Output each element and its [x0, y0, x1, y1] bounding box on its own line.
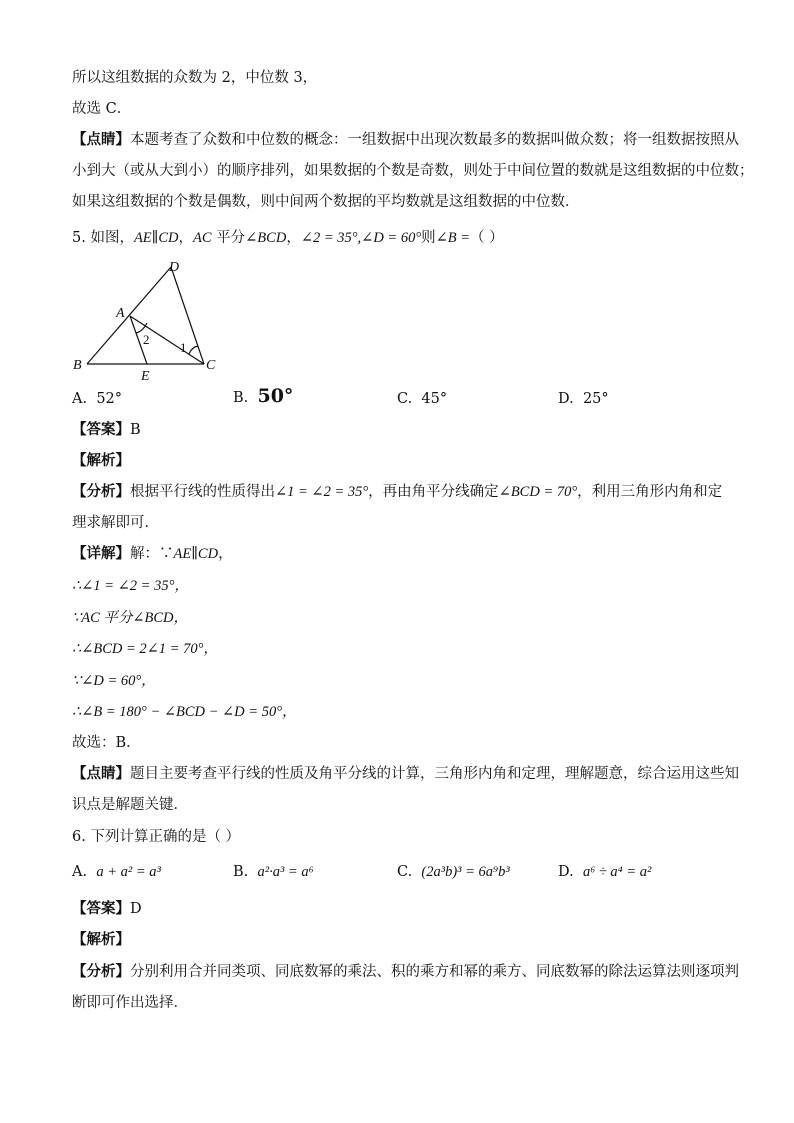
q5-step-5: ∴∠B = 180° − ∠BCD − ∠D = 50°， — [72, 704, 297, 720]
q6-answer — [72, 899, 142, 919]
label-angle-1: 1 — [180, 340, 187, 355]
analysis-text: ，利用三角形内角和定 — [577, 484, 723, 500]
q5-option-c[interactable] — [397, 389, 447, 409]
segment-ac — [130, 316, 204, 364]
q6-option-c[interactable] — [397, 862, 510, 882]
q6-analysis-line-2: 断即可作出选择． — [72, 995, 188, 1011]
q4-comment-line-1 — [72, 130, 739, 150]
label-c: C — [206, 358, 216, 373]
option-value: 45° — [421, 391, 448, 407]
q5-number: 5. — [72, 230, 86, 246]
q5-text: 则 — [421, 230, 436, 246]
q6-text: 下列计算正确的是（ ） — [90, 829, 241, 845]
label-angle-2: 2 — [143, 332, 150, 347]
answer-tag: 【答案】 — [72, 421, 130, 438]
q5-step-3: ∴∠BCD = 2∠1 = 70°， — [72, 641, 218, 657]
q5-stem — [72, 228, 504, 248]
q5-step-2: ∵AC 平分∠BCD， — [72, 610, 189, 626]
analysis-text: 分别利用合并同类项、同底数幂的乘法、积的乘方和幂的乘方、同底数幂的除法运算法则逐项判 — [130, 964, 739, 980]
q5-answer — [72, 420, 141, 440]
q5-comment-line-2: 识点是解题关键． — [72, 797, 188, 813]
q6-option-b[interactable] — [233, 862, 314, 882]
q5-option-a[interactable] — [72, 389, 122, 409]
intro-line-1: 所以这组数据的众数为 2，中位数 3， — [72, 70, 318, 86]
q6-option-d[interactable] — [558, 862, 651, 882]
q5-option-d[interactable] — [558, 389, 609, 409]
detail-eq: AE∥CD — [173, 546, 219, 562]
analysis-eq: ∠BCD = 70° — [498, 484, 578, 500]
q5-conditions: ∠2 = 35°,∠D = 60° — [300, 230, 422, 246]
answer-value: B — [130, 422, 141, 438]
intro-line-2: 故选 C． — [72, 101, 132, 117]
q5-comment-line-1 — [72, 764, 739, 784]
option-value: 50° — [257, 385, 294, 407]
analysis-text: ，再由角平分线确定 — [368, 484, 499, 500]
analysis-eq: ∠1 = ∠2 = 35° — [275, 484, 369, 500]
q5-option-b[interactable] — [233, 386, 293, 408]
comment-text: 本题考查了众数和中位数的概念：一组数据中出现次数最多的数据叫做众数；将一组数据按照从 — [130, 132, 739, 148]
comment-tag: 【点睛】 — [72, 131, 130, 148]
q6-stem — [72, 827, 240, 847]
q5-analysis-line-2: 理求解即可． — [72, 515, 159, 531]
analysis-tag: 【分析】 — [72, 483, 130, 500]
option-expr: a⁶ ÷ a⁴ = a² — [582, 864, 652, 880]
option-label: D. — [558, 391, 574, 407]
option-label: A. — [72, 391, 88, 407]
q5-text: 如图， — [90, 230, 134, 246]
q5-ask: ∠B = — [435, 230, 471, 246]
q5-text: ， — [178, 230, 194, 246]
option-expr: (2a³b)³ = 6a⁹b³ — [421, 864, 510, 880]
comment-text: 题目主要考查平行线的性质及角平分线的计算，三角形内角和定理，理解题意，综合运用这些知 — [130, 766, 739, 782]
option-value: 25° — [582, 391, 609, 407]
option-expr: a²·a³ = a⁶ — [257, 864, 314, 880]
segment-bd — [87, 267, 171, 364]
q5-blank: （ ） — [470, 230, 504, 246]
option-expr: a + a² = a³ — [96, 864, 161, 880]
analysis-tag: 【分析】 — [72, 963, 130, 980]
option-label: D. — [558, 864, 574, 880]
q5-conclusion: 故选：B． — [72, 735, 141, 751]
option-label: A. — [72, 864, 88, 880]
analysis-text: 根据平行线的性质得出 — [130, 484, 275, 500]
option-value: 52° — [96, 391, 123, 407]
answer-value: D — [130, 901, 142, 917]
q6-jiexi-tag: 【解析】 — [72, 931, 130, 948]
q5-text: 平分 — [211, 230, 246, 246]
label-e: E — [141, 369, 150, 384]
option-label: C. — [397, 864, 413, 880]
q5-text: ， — [286, 230, 301, 246]
label-b: B — [73, 358, 82, 373]
q5-jiexi-tag: 【解析】 — [72, 452, 130, 469]
q6-number: 6. — [72, 829, 86, 845]
label-a: A — [116, 306, 125, 321]
q5-step-4: ∵∠D = 60°， — [72, 673, 156, 689]
q5-analysis-line-1 — [72, 482, 722, 502]
option-label: B. — [233, 390, 249, 406]
q5-triangle-figure — [68, 255, 228, 387]
q5-bcd: ∠BCD — [245, 230, 287, 246]
q4-comment-line-2: 小到大（或从大到小）的顺序排列，如果数据的个数是奇数，则处于中间位置的数就是这组数据的中位数； — [72, 163, 754, 179]
option-label: C. — [397, 391, 413, 407]
q6-analysis-line-1 — [72, 962, 739, 982]
label-d: D — [169, 260, 180, 275]
detail-tag: 【详解】 — [72, 545, 130, 562]
q5-ac: AC — [193, 230, 212, 246]
q4-comment-line-3: 如果这组数据的个数是偶数，则中间两个数据的平均数就是这组数据的中位数． — [72, 194, 580, 210]
detail-text: 解：∵ — [130, 546, 174, 562]
segment-dc — [171, 267, 204, 364]
q5-step-1: ∴∠1 = ∠2 = 35°， — [72, 578, 189, 594]
option-label: B. — [233, 864, 249, 880]
q6-option-a[interactable] — [72, 862, 161, 882]
answer-tag: 【答案】 — [72, 900, 130, 917]
angle-1-arc — [189, 346, 198, 354]
q5-ae-cd: AE∥CD — [133, 230, 179, 246]
q5-detail-line: 【详解】解：∵AE∥CD， — [72, 545, 233, 562]
comment-tag: 【点睛】 — [72, 765, 130, 782]
